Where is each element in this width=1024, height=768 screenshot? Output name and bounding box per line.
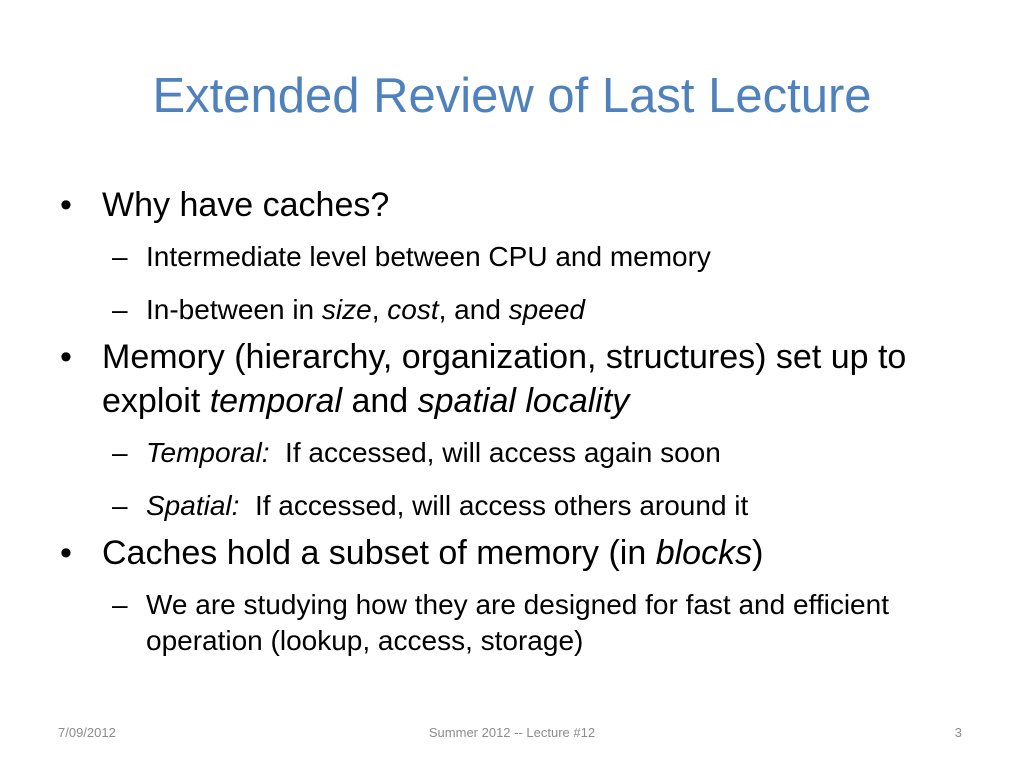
sub-bullet-item bbox=[56, 239, 956, 275]
sub-bullet-item bbox=[56, 587, 956, 659]
dash-icon: – bbox=[112, 294, 128, 325]
italic-term: size bbox=[321, 294, 372, 325]
dash-icon: – bbox=[112, 241, 128, 272]
sub-bullet-item bbox=[56, 292, 956, 328]
bullet-icon: • bbox=[60, 534, 72, 572]
text-run: , and bbox=[438, 294, 509, 325]
footer-lecture: Summer 2012 -- Lecture #12 bbox=[428, 725, 596, 740]
text-run: If accessed, will access again soon bbox=[269, 437, 721, 468]
slide-title: Extended Review of Last Lecture bbox=[152, 69, 872, 123]
dash-icon: – bbox=[112, 437, 128, 468]
text-run: Caches hold a subset of memory (in bbox=[102, 534, 656, 572]
slide-content bbox=[56, 183, 956, 659]
sub-bullet-text bbox=[146, 490, 748, 521]
italic-term: spatial locality bbox=[417, 382, 630, 420]
sub-bullet-text bbox=[146, 294, 585, 325]
sub-bullet-text: We are studying how they are designed for fast and efficient operation (lookup, access, storage) bbox=[146, 589, 889, 656]
italic-term: Temporal: bbox=[146, 437, 270, 468]
bullet-item bbox=[56, 183, 956, 227]
bullet-text bbox=[102, 338, 906, 420]
text-run: , bbox=[371, 294, 388, 325]
text-run: ) bbox=[752, 534, 764, 572]
text-run: and bbox=[342, 382, 418, 420]
italic-term: cost bbox=[387, 294, 439, 325]
dash-icon: – bbox=[112, 589, 128, 620]
page-number: 3 bbox=[954, 725, 962, 740]
italic-term: speed bbox=[508, 294, 585, 325]
text-run: In-between in bbox=[146, 294, 322, 325]
bullet-icon: • bbox=[60, 338, 72, 376]
text-run: If accessed, will access others around it bbox=[239, 490, 749, 521]
bullet-item bbox=[56, 531, 956, 575]
footer-date: 7/09/2012 bbox=[58, 725, 116, 740]
bullet-icon: • bbox=[60, 186, 72, 224]
dash-icon: – bbox=[112, 490, 128, 521]
italic-term: Spatial: bbox=[146, 490, 240, 521]
sub-bullet-item bbox=[56, 488, 956, 524]
bullet-item bbox=[56, 335, 956, 423]
sub-bullet-text bbox=[146, 437, 721, 468]
sub-bullet-item bbox=[56, 435, 956, 471]
italic-term: blocks bbox=[655, 534, 753, 572]
text-run: Memory (hierarchy, organization, structures) set up to exploit bbox=[102, 338, 907, 420]
bullet-text bbox=[102, 534, 763, 572]
bullet-text: Why have caches? bbox=[102, 186, 390, 224]
sub-bullet-text: Intermediate level between CPU and memory bbox=[146, 241, 711, 272]
italic-term: temporal bbox=[209, 382, 343, 420]
